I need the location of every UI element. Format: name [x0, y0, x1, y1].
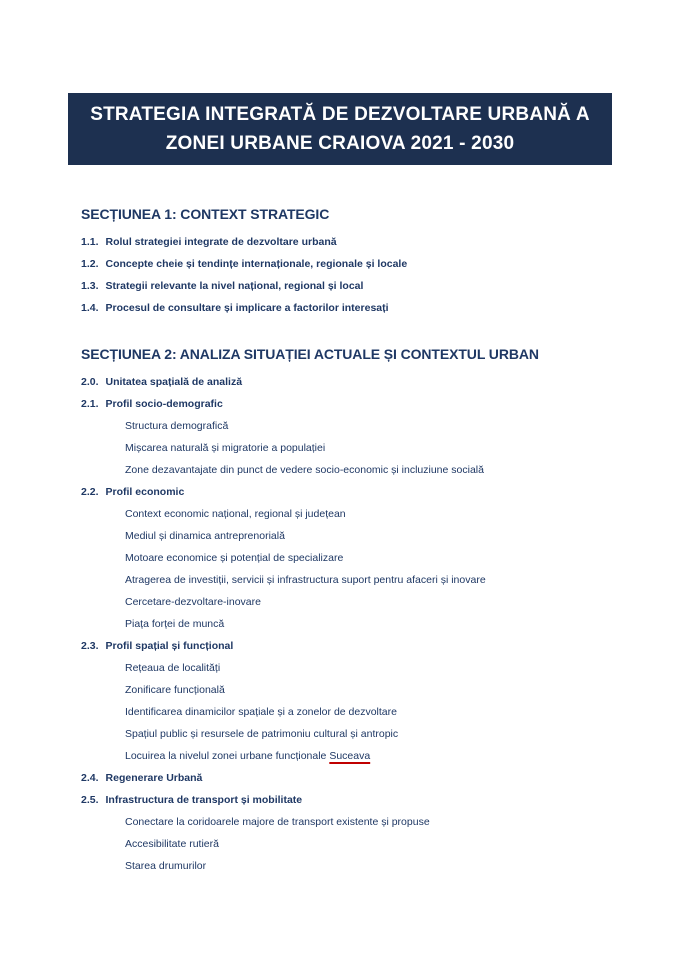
toc-subentry — [81, 855, 626, 877]
section-heading: SECȚIUNEA 1: CONTEXT STRATEGIC — [81, 206, 330, 222]
entry-number: 2.1. — [81, 398, 99, 410]
toc-subentry — [81, 833, 626, 855]
entry-label: Profil socio-demografic — [105, 398, 223, 410]
entry-label: Piața forței de muncă — [125, 618, 225, 630]
toc-subentry — [81, 415, 626, 437]
entry-label: Mișcarea naturală și migratorie a populației — [125, 442, 326, 454]
entry-label: Infrastructura de transport și mobilitate — [105, 794, 303, 806]
toc-entry — [81, 767, 626, 789]
section-heading: SECȚIUNEA 2: ANALIZA SITUAȚIEI ACTUALE ȘI CONTEXTUL URBAN — [81, 346, 539, 362]
toc-subentry — [81, 569, 626, 591]
entry-label: Spațiul public și resursele de patrimoniu cultural și antropic — [125, 728, 399, 740]
toc-subentry — [81, 613, 626, 635]
entry-label: Zonificare funcțională — [125, 684, 225, 696]
toc-subentry — [81, 701, 626, 723]
toc-entry — [81, 393, 626, 415]
toc-entry — [81, 789, 626, 811]
entry-number: 1.1. — [81, 236, 99, 248]
toc-subentry — [81, 503, 626, 525]
entry-number: 2.3. — [81, 640, 99, 652]
toc-entry — [81, 275, 626, 297]
toc-subentry — [81, 591, 626, 613]
entry-label: Unitatea spațială de analiză — [105, 376, 243, 388]
entry-label: Conectare la coridoarele majore de transport existente și propuse — [125, 816, 430, 828]
toc-section — [81, 206, 626, 319]
entry-label: Strategii relevante la nivel național, regional și local — [105, 280, 364, 292]
entry-label: Procesul de consultare și implicare a factorilor interesați — [105, 302, 389, 314]
toc-entry — [81, 253, 626, 275]
toc-subentry — [81, 657, 626, 679]
entry-label: Structura demografică — [125, 420, 229, 432]
toc-subentry — [81, 459, 626, 481]
entry-number: 2.4. — [81, 772, 99, 784]
title-banner — [68, 93, 612, 165]
entry-label: Concepte cheie și tendințe internaționale, regionale și locale — [105, 258, 408, 270]
toc-subentry — [81, 811, 626, 833]
toc-subentry — [81, 525, 626, 547]
entry-label: Rolul strategiei integrate de dezvoltare urbană — [105, 236, 337, 248]
entry-number: 1.3. — [81, 280, 99, 292]
entry-label: Identificarea dinamicilor spațiale și a zonelor de dezvoltare — [125, 706, 397, 718]
entry-label: Atragerea de investiții, servicii și infrastructura suport pentru afaceri și inovare — [125, 574, 486, 586]
entry-label: Context economic național, regional și județean — [125, 508, 346, 520]
table-of-contents — [81, 206, 626, 877]
toc-subentry — [81, 547, 626, 569]
entry-label: Starea drumurilor — [125, 860, 207, 872]
toc-section — [81, 346, 626, 877]
toc-subentry — [81, 679, 626, 701]
toc-entry — [81, 371, 626, 393]
entry-number: 1.4. — [81, 302, 99, 314]
entry-number: 2.5. — [81, 794, 99, 806]
entry-label: Regenerare Urbană — [105, 772, 203, 784]
entry-number: 1.2. — [81, 258, 99, 270]
entry-label: Motoare economice și potențial de specializare — [125, 552, 344, 564]
toc-entry — [81, 635, 626, 657]
misspelled-word: Suceava — [329, 750, 371, 762]
entry-label: Accesibilitate rutieră — [125, 838, 219, 850]
toc-subentry — [81, 745, 626, 767]
toc-subentry — [81, 723, 626, 745]
entry-number: 2.0. — [81, 376, 99, 388]
entry-label: Profil spațial și funcțional — [105, 640, 234, 652]
entry-label: Locuirea la nivelul zonei urbane funcționale — [125, 750, 330, 762]
entry-label: Profil economic — [105, 486, 185, 498]
entry-label: Rețeaua de localități — [125, 662, 221, 674]
toc-entry — [81, 481, 626, 503]
entry-label: Zone dezavantajate din punct de vedere socio-economic și incluziune socială — [125, 464, 484, 476]
document-title-line2: ZONEI URBANE CRAIOVA 2021 - 2030 — [165, 133, 515, 154]
entry-label: Mediul și dinamica antreprenorială — [125, 530, 285, 542]
entry-label: Cercetare-dezvoltare-inovare — [125, 596, 261, 608]
entry-number: 2.2. — [81, 486, 99, 498]
document-title-line1: STRATEGIA INTEGRATĂ DE DEZVOLTARE URBANĂ A — [90, 104, 590, 125]
toc-entry — [81, 297, 626, 319]
toc-entry — [81, 231, 626, 253]
toc-subentry — [81, 437, 626, 459]
